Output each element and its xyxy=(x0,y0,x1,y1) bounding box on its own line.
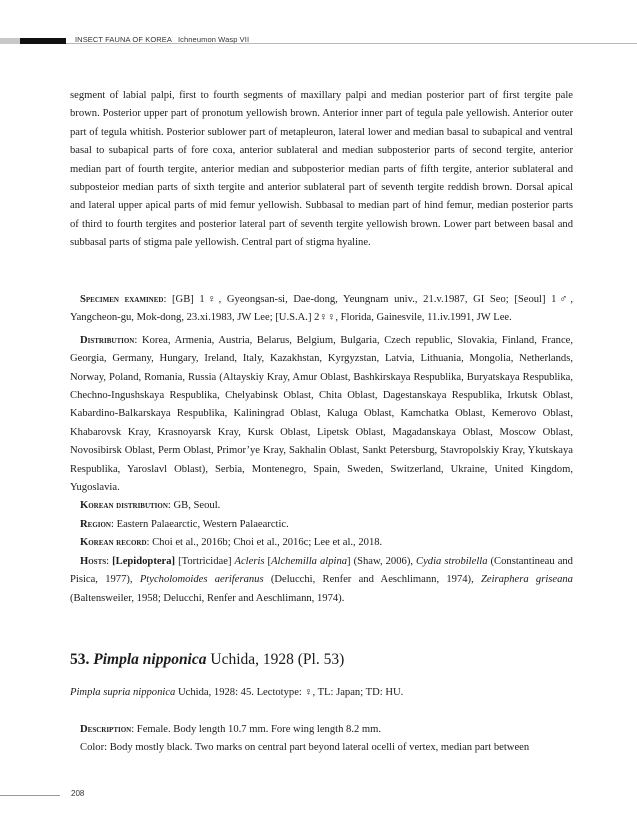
region-text: : Eastern Palaearctic, Western Palaearctic. xyxy=(111,518,289,530)
running-header xyxy=(75,35,249,44)
species-heading xyxy=(70,651,344,669)
host-species-3: Ptycholomoides aeriferanus xyxy=(139,574,264,586)
header-volume: Ichneumon Wasp VII xyxy=(177,35,250,44)
hosts-text-4: ] (Shaw, 2006), xyxy=(347,555,417,567)
synonymy-block xyxy=(70,684,573,702)
host-species-2: Cydia strobilella xyxy=(416,555,488,567)
host-plant-1: Alchemilla alpina xyxy=(271,555,348,567)
color-text: Color: Body mostly black. Two marks on central part beyond lateral ocelli of vertex, median part between xyxy=(80,742,530,754)
description-label: Description xyxy=(80,724,132,735)
description-continued xyxy=(70,87,573,253)
footer-rule xyxy=(0,795,60,796)
specimen-examined xyxy=(70,291,573,328)
hosts xyxy=(70,553,573,608)
hosts-text-3: [ xyxy=(264,555,272,567)
distribution xyxy=(70,332,573,498)
specimen-text: : [GB] 1♀, Gyeongsan-si, Dae-dong, Yeungnam univ., 21.v.1987, GI Seo; [Seoul] 1♂, Yangcheon-gu, Mok-dong, 23.xi.1983, JW Lee; [U.S.A.] 2♀♀, Florida, Gainesvile, 11.iv.1991, JW Lee. xyxy=(70,294,573,324)
hosts-order: [Lepidoptera] xyxy=(112,555,176,567)
host-species-1: Acleris xyxy=(234,555,265,567)
hosts-text-6: (Delucchi, Renfer and Aeschlimann, 1974), xyxy=(263,574,481,586)
hosts-text-7: (Baltensweiler, 1958; Delucchi, Renfer and Aeschlimann, 1974). xyxy=(70,592,345,604)
description-block xyxy=(70,721,573,758)
header-series: INSECT FAUNA OF KOREA xyxy=(75,35,172,44)
paragraph-color-details: segment of labial palpi, first to fourth segments of maxillary palpi and median posterior part of first tergite pale brown. Posterior upper part of pronotum yellowish brown. Anterior inner part of tegula pale yellowish. Anterior outer part of tegula whitish. Posterior sublower part of metapleuron, lateral lower and median basal to subapical and ventral basal to subapical parts of fore coxa, anterior sublateral and median subposterior parts of second tergite, anterior median part of fourth tergite, anterior median and subposterior median parts of fifth tergite, anterior sublateral and subposteior median parts of sixth tergite and anterior sublateral part of seventh tergite reddish brown. Dorsal apical and lateral upper apical parts of mid femur yellowish. Subbasal to median part of hind femur, median posterior parts of third to fourth tergites and posterior lateral part of seventh tergite yellowish brown. Lower part between basal and subbasal parts of stigma pale yellowish. Central part of stigma hyaline. xyxy=(70,90,573,249)
korean-record xyxy=(70,534,573,552)
korean-distribution xyxy=(70,497,573,515)
distribution-text: : Korea, Armenia, Austria, Belarus, Belgium, Bulgaria, Czech republic, Slovakia, Finland, France, Georgia, Germany, Hungary, Ireland, Italy, Kazakhstan, Kyrgyzstan, Latvia, Lithuania, Mongolia, Netherlands, Norway, Poland, Romania, Russia (Altayskiy Kray, Amur Oblast, Bashkirskaya Respublika, Buryatskaya Respublika, Chechno-Ingushskaya Respublika, Chelyabinsk Oblast, Chita Oblast, Dagestanskaya Respublika, Irkutsk Oblast, Kabardino-Balkarskaya Respublika, Kaliningrad Oblast, Kaluga Oblast, Kamchatka Oblast, Kemerovo Oblast, Khabarovsk Kray, Krasnoyarsk Kray, Kursk Oblast, Lipetsk Oblast, Magadanskaya Oblast, Moscow Oblast, Novosibirsk Oblast, Perm Oblast, Primor’ye Kray, Sakhalin Oblast, Sankt Petersburg, Stavropolskiy Kray, Ykutskaya Respublika, Yaroslavl Oblast), Serbia, Montenegro, Spain, Sweden, Switzerland, Ukraine, United Kingdom, Yugoslavia. xyxy=(70,334,573,494)
hosts-sep: : xyxy=(106,555,113,567)
hosts-label: Hosts xyxy=(80,555,107,567)
species-number: 53. xyxy=(70,651,90,668)
synonym xyxy=(70,684,573,702)
korean-record-text: : Choi et al., 2016b; Choi et al., 2016c; Lee et al., 2018. xyxy=(146,537,383,549)
korean-distribution-text: : GB, Seoul. xyxy=(167,500,221,512)
specimen-label: Specimen examined xyxy=(80,294,164,305)
region-label: Region xyxy=(80,518,111,530)
distribution-label: Distribution xyxy=(80,334,135,346)
header-bar-black xyxy=(20,38,66,44)
hosts-family: [Tortricidae] xyxy=(175,555,235,567)
synonym-text: Uchida, 1928: 45. Lectotype: ♀, TL: Japan; TD: HU. xyxy=(175,687,404,698)
color-line xyxy=(70,739,573,757)
korean-distribution-label: Korean distribution xyxy=(80,500,168,512)
region xyxy=(70,516,573,534)
hosts-text-5: (Constantineau and Pisica, 1977), xyxy=(70,555,573,586)
korean-record-label: Korean record xyxy=(80,537,147,549)
species-name: Pimpla nipponica xyxy=(93,651,207,668)
species-author: Uchida, 1928 (Pl. 53) xyxy=(206,651,345,668)
records-block xyxy=(70,291,573,608)
host-species-4: Zeiraphera griseana xyxy=(480,574,573,586)
synonym-name: Pimpla supria nipponica xyxy=(70,687,176,698)
description-text: : Female. Body length 10.7 mm. Fore wing length 8.2 mm. xyxy=(131,724,382,735)
description xyxy=(70,721,573,739)
page-number: 208 xyxy=(71,789,85,798)
